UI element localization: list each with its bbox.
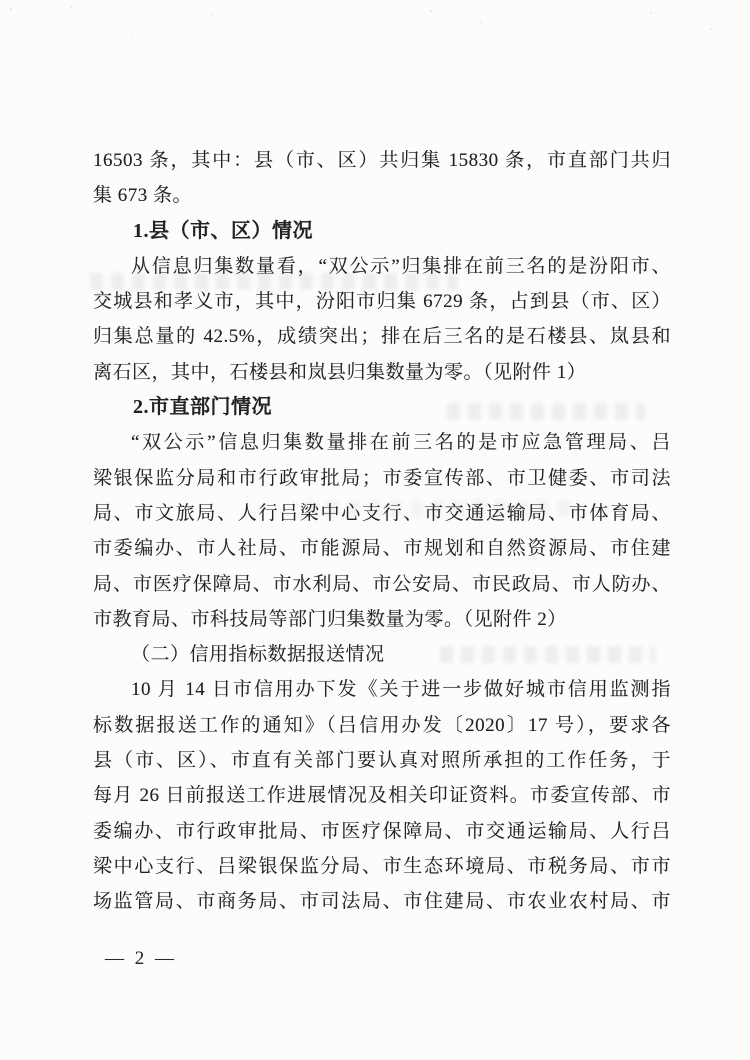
text-line-14: 市教育局、市科技局等部门归集数量为零。（见附件 2）: [93, 608, 567, 630]
text-line-12: 市委编办、市人社局、市能源局、市规划和自然资源局、市住建: [93, 538, 671, 560]
text-line-5: 交城县和孝义市，其中，汾阳市归集 6729 条，占到县（市、区）: [93, 291, 671, 313]
page-number: — 2 —: [105, 948, 177, 969]
text-line-18: 县（市、区）、市直有关部门要认真对照所承担的工作任务，于: [93, 750, 671, 772]
text-line-2: 集 673 条。: [93, 185, 193, 207]
text-line-20: 委编办、市行政审批局、市医疗保障局、市交通运输局、人行吕: [93, 820, 671, 842]
text-line-17: 标数据报送工作的通知》（吕信用办发〔2020〕17 号），要求各: [93, 714, 671, 736]
text-line-7: 离石区，其中，石楼县和岚县归集数量为零。（见附件 1）: [93, 361, 587, 383]
text-line-15: （二）信用指标数据报送情况: [131, 644, 385, 666]
text-line-6: 归集总量的 42.5%，成绩突出；排在后三名的是石楼县、岚县和: [93, 326, 671, 348]
text-line-4: 从信息归集数量看，“双公示”归集排在前三名的是汾阳市、: [131, 255, 671, 277]
text-line-11: 局、市文旅局、人行吕梁中心支行、市交通运输局、市体育局、: [93, 502, 671, 524]
text-line-21: 梁中心支行、吕梁银保监分局、市生态环境局、市税务局、市市: [93, 855, 671, 877]
text-line-13: 局、市医疗保障局、市水利局、市公安局、市民政局、市人防办、: [93, 573, 671, 595]
scan-noise-specks: [10, 8, 12, 10]
text-line-22: 场监管局、市商务局、市司法局、市住建局、市农业农村局、市: [93, 891, 671, 913]
text-line-16: 10 月 14 日市信用办下发《关于进一步做好城市信用监测指: [131, 679, 671, 701]
text-line-9: “双公示”信息归集数量排在前三名的是市应急管理局、吕: [131, 432, 671, 454]
document-body: [93, 143, 671, 920]
text-line-3: 1.县（市、区）情况: [133, 219, 313, 242]
text-line-19: 每月 26 日前报送工作进展情况及相关印证资料。市委宣传部、市: [93, 785, 671, 807]
text-line-1: 16503 条，其中：县（市、区）共归集 15830 条，市直部门共归: [93, 150, 671, 171]
text-line-8: 2.市直部门情况: [133, 396, 272, 419]
text-line-10: 梁银保监分局和市行政审批局；市委宣传部、市卫健委、市司法: [93, 467, 671, 489]
